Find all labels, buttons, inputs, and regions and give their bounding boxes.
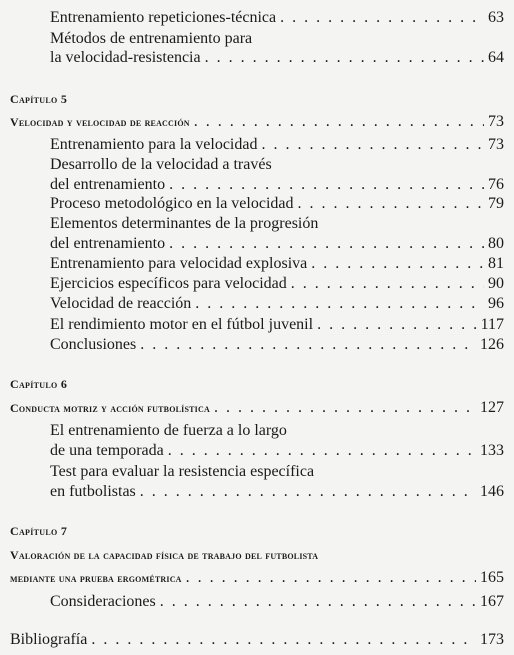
toc-entry <box>50 175 504 195</box>
toc-entry-title: Velocidad y velocidad de reacción <box>10 115 190 129</box>
toc-entry-title-line2: mediante una prueba ergométrica <box>10 571 182 585</box>
toc-entry-title-line1: El entrenamiento de fuerza a lo largo <box>50 422 287 439</box>
chapter-heading: Capítulo 6 <box>10 377 68 391</box>
toc-entry-title: Conclusiones <box>50 336 137 353</box>
toc-page-number: 73 <box>488 136 504 153</box>
toc-leader-dots <box>140 335 476 355</box>
toc-entry <box>50 274 504 294</box>
toc-entry <box>50 441 504 461</box>
toc-entry <box>50 592 504 612</box>
toc-page-number: 146 <box>480 483 504 500</box>
toc-chapter-title <box>10 398 504 418</box>
toc-page-number: 73 <box>488 113 504 130</box>
toc-leader-dots <box>186 568 476 588</box>
toc-entry-title-line2: de una temporada <box>50 442 164 459</box>
toc-entry-title: Conducta motriz y acción futbolística <box>10 401 210 415</box>
toc-page-number: 80 <box>488 235 504 252</box>
toc-page-number: 165 <box>480 569 504 586</box>
toc-entry-title-line1: Desarrollo de la velocidad a través <box>50 156 272 173</box>
toc-page-number: 76 <box>488 176 504 193</box>
toc-chapter-title <box>10 568 504 588</box>
toc-leader-dots <box>311 254 484 274</box>
toc-page-number: 126 <box>480 336 504 353</box>
toc-entry-title: El rendimiento motor en el fútbol juvenil <box>50 316 314 333</box>
toc-entry <box>50 294 504 314</box>
toc-leader-dots <box>317 315 477 335</box>
toc-page-number: 63 <box>488 9 504 26</box>
toc-entry-title-line2: del entrenamiento <box>50 176 166 193</box>
toc-entry <box>50 8 504 28</box>
chapter-heading: Capítulo 7 <box>10 524 68 538</box>
toc-entry <box>50 335 504 355</box>
toc-entry-title-line1: Test para evaluar la resistencia específica <box>50 463 315 480</box>
toc-entry-title-line2: en futbolistas <box>50 483 136 500</box>
toc-page-number: 90 <box>488 275 504 292</box>
toc-leader-dots <box>91 630 476 650</box>
toc-leader-dots <box>297 194 484 214</box>
toc-entry-title: Consideraciones <box>50 593 156 610</box>
toc-leader-dots <box>160 592 476 612</box>
toc-entry <box>50 135 504 155</box>
toc-entry <box>50 48 504 68</box>
toc-entry-title: Ejercicios específicos para velocidad <box>50 275 287 292</box>
toc-entry <box>50 234 504 254</box>
toc-entry-bibliography <box>10 630 504 650</box>
toc-entry-title-line1: Métodos de entrenamiento para <box>50 30 253 47</box>
toc-leader-dots <box>205 48 484 68</box>
toc-entry-title: Bibliografía <box>10 631 88 648</box>
toc-entry-title-line1: Elementos determinantes de la progresión <box>50 215 319 232</box>
toc-page-number: 167 <box>480 593 504 610</box>
toc-page-number: 117 <box>480 316 504 333</box>
toc-page-number: 96 <box>488 295 504 312</box>
toc-leader-dots <box>169 175 484 195</box>
toc-page-number: 127 <box>480 399 504 416</box>
toc-chapter-title-line1: Valoración de la capacidad física de trabajo del futbolista <box>10 548 319 562</box>
chapter-heading: Capítulo 5 <box>10 92 68 106</box>
toc-leader-dots <box>169 234 484 254</box>
toc-entry-title: Entrenamiento para la velocidad <box>50 136 258 153</box>
toc-entry <box>50 315 504 335</box>
toc-leader-dots <box>168 441 476 461</box>
toc-page-number: 64 <box>488 49 504 66</box>
toc-leader-dots <box>280 8 484 28</box>
toc-entry <box>50 254 504 274</box>
toc-leader-dots <box>214 398 476 418</box>
toc-page-number: 173 <box>480 631 504 648</box>
toc-entry-title-line2: del entrenamiento <box>50 235 166 252</box>
toc-leader-dots <box>140 482 476 502</box>
toc-chapter-title <box>10 112 504 132</box>
toc-entry-title: Proceso metodológico en la velocidad <box>50 195 294 212</box>
toc-entry <box>50 194 504 214</box>
toc-leader-dots <box>195 294 484 314</box>
toc-entry-title: Entrenamiento para velocidad explosiva <box>50 255 308 272</box>
toc-leader-dots <box>261 135 484 155</box>
toc-page-number: 81 <box>488 255 504 272</box>
toc-entry <box>50 482 504 502</box>
toc-entry-title: Velocidad de reacción <box>50 295 192 312</box>
toc-page-number: 133 <box>480 442 504 459</box>
toc-page-number: 79 <box>488 195 504 212</box>
toc-leader-dots <box>194 112 484 132</box>
toc-entry-title-line2: la velocidad-resistencia <box>50 49 201 66</box>
toc-leader-dots <box>291 274 484 294</box>
toc-entry-title: Entrenamiento repeticiones-técnica <box>50 9 277 26</box>
